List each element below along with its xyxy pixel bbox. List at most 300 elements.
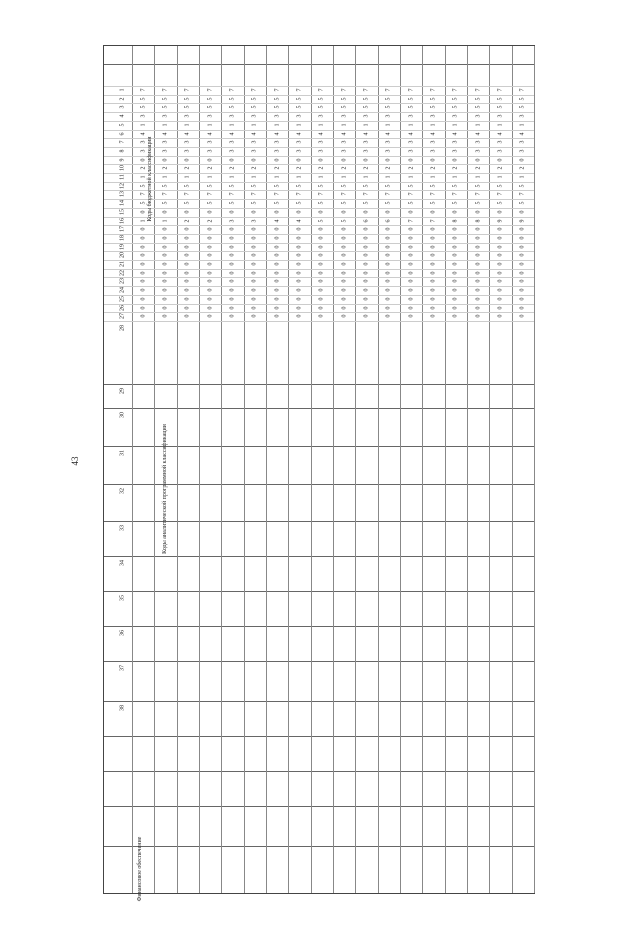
code-digit: 0 xyxy=(162,279,169,283)
code-digit: 1 xyxy=(408,175,415,179)
code-digit: 4 xyxy=(207,132,214,136)
code-digit: 1 xyxy=(363,175,370,179)
row-value xyxy=(222,561,242,591)
code-digit: 1 xyxy=(207,175,214,179)
code-digit: 3 xyxy=(274,114,281,118)
code-digit: 0 xyxy=(229,227,236,231)
column-number: 22 xyxy=(119,269,126,276)
code-digit: 3 xyxy=(184,149,191,153)
code-digit: 0 xyxy=(274,314,281,318)
code-digit: 3 xyxy=(296,140,303,144)
row-value xyxy=(423,561,443,591)
code-digit: 0 xyxy=(251,253,258,257)
column-number: 4 xyxy=(119,114,126,118)
code-digit: 7 xyxy=(318,192,325,196)
code-digit: 0 xyxy=(162,314,169,318)
row-value xyxy=(446,596,466,626)
code-digit: 0 xyxy=(274,306,281,310)
code-digit: 5 xyxy=(497,105,504,109)
code-digit: 1 xyxy=(497,175,504,179)
row-value xyxy=(200,413,220,443)
row-value xyxy=(200,561,220,591)
code-digit: 0 xyxy=(430,236,437,240)
code-digit: 0 xyxy=(207,279,214,283)
code-digit: 4 xyxy=(385,132,392,136)
column-number: 15 xyxy=(119,208,126,215)
grid-hline xyxy=(104,846,534,847)
code-digit: 5 xyxy=(274,105,281,109)
code-digit: 2 xyxy=(408,166,415,170)
code-digit: 2 xyxy=(452,166,459,170)
code-digit: 0 xyxy=(341,158,348,162)
code-digit: 5 xyxy=(229,184,236,188)
code-digit: 5 xyxy=(274,184,281,188)
code-digit: 5 xyxy=(341,97,348,101)
row-value xyxy=(178,596,198,626)
code-digit: 0 xyxy=(184,236,191,240)
column-number: 3 xyxy=(119,105,126,109)
code-digit: 3 xyxy=(519,140,526,144)
code-digit: 3 xyxy=(497,140,504,144)
row-value xyxy=(513,666,533,696)
row-value xyxy=(401,413,421,443)
code-digit: 0 xyxy=(207,236,214,240)
column-number: 12 xyxy=(119,182,126,189)
code-digit: 1 xyxy=(274,123,281,127)
row-description xyxy=(267,321,287,381)
code-digit: 0 xyxy=(475,288,482,292)
row-value xyxy=(401,526,421,556)
code-digit: 5 xyxy=(207,184,214,188)
row-value xyxy=(178,413,198,443)
code-digit: 0 xyxy=(162,227,169,231)
row-value xyxy=(513,413,533,443)
code-digit: 5 xyxy=(475,97,482,101)
row-value xyxy=(222,526,242,556)
code-digit: 5 xyxy=(430,97,437,101)
code-digit: 7 xyxy=(207,192,214,196)
row-description xyxy=(490,321,510,381)
row-value xyxy=(155,489,175,519)
code-digit: 7 xyxy=(363,88,370,92)
code-digit: 0 xyxy=(207,288,214,292)
code-digit: 3 xyxy=(452,140,459,144)
code-digit: 0 xyxy=(519,245,526,249)
code-digit: 0 xyxy=(363,288,370,292)
row-value xyxy=(245,596,265,626)
row-value xyxy=(133,526,153,556)
row-value xyxy=(379,451,399,481)
code-digit: 0 xyxy=(140,262,147,266)
code-digit: 1 xyxy=(341,123,348,127)
code-digit: 0 xyxy=(207,158,214,162)
code-digit: 3 xyxy=(519,114,526,118)
code-digit: 0 xyxy=(251,210,258,214)
code-digit: 0 xyxy=(452,227,459,231)
row-value xyxy=(133,451,153,481)
code-digit: 0 xyxy=(251,297,258,301)
code-digit: 5 xyxy=(207,105,214,109)
code-digit: 0 xyxy=(341,253,348,257)
code-digit: 0 xyxy=(251,245,258,249)
row-value xyxy=(446,451,466,481)
code-digit: 3 xyxy=(251,219,258,223)
code-digit: 0 xyxy=(519,297,526,301)
row-value xyxy=(490,561,510,591)
code-digit: 7 xyxy=(430,219,437,223)
code-digit: 3 xyxy=(497,149,504,153)
row-value xyxy=(468,526,488,556)
code-digit: 0 xyxy=(140,288,147,292)
code-digit: 0 xyxy=(296,306,303,310)
code-digit: 0 xyxy=(162,236,169,240)
code-digit: 2 xyxy=(274,166,281,170)
code-digit: 0 xyxy=(229,158,236,162)
grid-hline xyxy=(104,521,534,522)
grid-hline xyxy=(104,736,534,737)
row-unit xyxy=(401,385,421,405)
code-digit: 0 xyxy=(251,314,258,318)
code-digit: 0 xyxy=(363,271,370,275)
code-digit: 7 xyxy=(497,192,504,196)
code-digit: 0 xyxy=(408,271,415,275)
row-value xyxy=(289,413,309,443)
code-digit: 4 xyxy=(184,132,191,136)
code-digit: 5 xyxy=(497,184,504,188)
row-value xyxy=(468,631,488,661)
code-digit: 0 xyxy=(408,158,415,162)
code-digit: 0 xyxy=(251,306,258,310)
code-digit: 5 xyxy=(229,201,236,205)
code-digit: 0 xyxy=(363,279,370,283)
code-digit: 0 xyxy=(363,253,370,257)
code-digit: 5 xyxy=(184,184,191,188)
code-digit: 6 xyxy=(385,219,392,223)
row-value xyxy=(267,596,287,626)
row-description xyxy=(423,321,443,381)
code-digit: 3 xyxy=(184,140,191,144)
row-value xyxy=(312,489,332,519)
code-digit: 1 xyxy=(251,123,258,127)
code-digit: 0 xyxy=(430,279,437,283)
code-digit: 3 xyxy=(341,149,348,153)
row-value xyxy=(356,526,376,556)
row-value xyxy=(200,489,220,519)
row-value xyxy=(446,561,466,591)
row-value xyxy=(423,489,443,519)
row-value xyxy=(490,596,510,626)
code-digit: 1 xyxy=(162,175,169,179)
row-value xyxy=(468,596,488,626)
row-value xyxy=(379,561,399,591)
code-digit: 4 xyxy=(318,132,325,136)
code-digit: 0 xyxy=(385,271,392,275)
row-description xyxy=(245,321,265,381)
row-value xyxy=(401,666,421,696)
row-value xyxy=(401,596,421,626)
row-value xyxy=(423,413,443,443)
code-digit: 5 xyxy=(140,105,147,109)
code-digit: 0 xyxy=(430,306,437,310)
code-digit: 0 xyxy=(229,262,236,266)
code-digit: 0 xyxy=(341,314,348,318)
row-value xyxy=(490,451,510,481)
column-number: 29 xyxy=(119,388,126,394)
code-digit: 1 xyxy=(475,175,482,179)
code-digit: 3 xyxy=(207,114,214,118)
code-digit: 0 xyxy=(207,227,214,231)
code-digit: 0 xyxy=(140,314,147,318)
code-digit: 1 xyxy=(452,175,459,179)
code-digit: 7 xyxy=(475,192,482,196)
code-digit: 0 xyxy=(497,262,504,266)
code-digit: 0 xyxy=(318,158,325,162)
code-digit: 5 xyxy=(430,184,437,188)
code-digit: 4 xyxy=(274,219,281,223)
code-digit: 1 xyxy=(519,175,526,179)
column-number: 30 xyxy=(119,412,126,418)
code-digit: 0 xyxy=(408,236,415,240)
code-digit: 1 xyxy=(274,175,281,179)
code-digit: 5 xyxy=(274,97,281,101)
row-description xyxy=(222,321,242,381)
code-digit: 0 xyxy=(363,227,370,231)
code-digit: 0 xyxy=(318,262,325,266)
code-digit: 3 xyxy=(385,114,392,118)
code-digit: 2 xyxy=(519,166,526,170)
code-digit: 4 xyxy=(519,132,526,136)
code-digit: 4 xyxy=(475,132,482,136)
column-number: 6 xyxy=(119,132,126,136)
row-value xyxy=(446,526,466,556)
row-unit xyxy=(155,385,175,405)
code-digit: 0 xyxy=(296,245,303,249)
code-digit: 5 xyxy=(296,201,303,205)
code-digit: 0 xyxy=(162,271,169,275)
row-value xyxy=(356,631,376,661)
row-unit xyxy=(289,385,309,405)
row-value xyxy=(334,451,354,481)
code-digit: 3 xyxy=(430,114,437,118)
code-digit: 0 xyxy=(497,288,504,292)
code-digit: 3 xyxy=(363,114,370,118)
row-value xyxy=(133,489,153,519)
code-digit: 0 xyxy=(318,314,325,318)
code-digit: 2 xyxy=(162,166,169,170)
code-digit: 3 xyxy=(296,149,303,153)
code-digit: 3 xyxy=(363,149,370,153)
row-unit xyxy=(423,385,443,405)
column-number: 27 xyxy=(119,313,126,320)
row-value xyxy=(468,666,488,696)
column-number: 16 xyxy=(119,217,126,224)
code-digit: 5 xyxy=(519,105,526,109)
code-digit: 0 xyxy=(385,306,392,310)
code-digit: 0 xyxy=(341,262,348,266)
code-digit: 7 xyxy=(274,88,281,92)
code-digit: 7 xyxy=(251,88,258,92)
row-description xyxy=(356,321,376,381)
row-description xyxy=(178,321,198,381)
code-digit: 2 xyxy=(341,166,348,170)
code-digit: 5 xyxy=(318,97,325,101)
row-unit xyxy=(133,385,153,405)
code-digit: 0 xyxy=(184,297,191,301)
row-unit xyxy=(178,385,198,405)
row-value xyxy=(356,451,376,481)
code-digit: 7 xyxy=(430,192,437,196)
code-digit: 0 xyxy=(229,271,236,275)
code-digit: 0 xyxy=(475,236,482,240)
code-digit: 3 xyxy=(341,140,348,144)
row-value xyxy=(312,413,332,443)
code-digit: 0 xyxy=(318,297,325,301)
code-digit: 0 xyxy=(162,158,169,162)
code-digit: 3 xyxy=(408,114,415,118)
code-digit: 2 xyxy=(207,219,214,223)
code-digit: 0 xyxy=(274,158,281,162)
code-digit: 0 xyxy=(162,306,169,310)
code-digit: 7 xyxy=(251,192,258,196)
code-digit: 0 xyxy=(140,236,147,240)
code-digit: 0 xyxy=(229,306,236,310)
code-digit: 0 xyxy=(229,210,236,214)
row-value xyxy=(468,413,488,443)
row-value xyxy=(289,489,309,519)
code-digit: 0 xyxy=(497,279,504,283)
code-digit: 0 xyxy=(385,288,392,292)
code-digit: 0 xyxy=(408,210,415,214)
code-digit: 7 xyxy=(140,88,147,92)
code-digit: 0 xyxy=(475,279,482,283)
code-digit: 0 xyxy=(497,158,504,162)
code-digit: 5 xyxy=(475,184,482,188)
column-number: 25 xyxy=(119,295,126,302)
code-digit: 1 xyxy=(251,175,258,179)
code-digit: 3 xyxy=(363,140,370,144)
code-digit: 5 xyxy=(140,184,147,188)
code-digit: 5 xyxy=(207,201,214,205)
row-description xyxy=(513,321,533,381)
code-digit: 0 xyxy=(430,245,437,249)
grid-hline xyxy=(104,446,534,447)
grid-hline xyxy=(104,408,534,409)
code-digit: 0 xyxy=(296,236,303,240)
code-digit: 5 xyxy=(385,105,392,109)
code-digit: 5 xyxy=(385,97,392,101)
code-digit: 2 xyxy=(207,166,214,170)
row-value xyxy=(490,413,510,443)
code-digit: 1 xyxy=(475,123,482,127)
code-digit: 2 xyxy=(430,166,437,170)
row-value xyxy=(200,631,220,661)
code-digit: 0 xyxy=(274,288,281,292)
row-value xyxy=(446,489,466,519)
code-digit: 7 xyxy=(296,88,303,92)
code-digit: 2 xyxy=(184,219,191,223)
code-digit: 0 xyxy=(296,210,303,214)
row-value xyxy=(356,666,376,696)
code-digit: 3 xyxy=(318,114,325,118)
code-digit: 0 xyxy=(385,245,392,249)
row-value xyxy=(312,561,332,591)
code-digit: 0 xyxy=(408,245,415,249)
row-value xyxy=(155,596,175,626)
code-digit: 0 xyxy=(452,253,459,257)
column-number: 20 xyxy=(119,252,126,259)
code-digit: 0 xyxy=(497,253,504,257)
row-value xyxy=(133,561,153,591)
code-digit: 4 xyxy=(296,219,303,223)
row-value xyxy=(334,561,354,591)
code-digit: 2 xyxy=(140,166,147,170)
code-digit: 0 xyxy=(519,288,526,292)
row-value xyxy=(267,489,287,519)
row-value xyxy=(379,489,399,519)
code-digit: 6 xyxy=(363,219,370,223)
code-digit: 0 xyxy=(452,236,459,240)
code-digit: 2 xyxy=(385,166,392,170)
code-digit: 1 xyxy=(162,123,169,127)
row-value xyxy=(289,596,309,626)
code-digit: 0 xyxy=(408,253,415,257)
code-digit: 5 xyxy=(318,219,325,223)
code-digit: 0 xyxy=(430,271,437,275)
row-value xyxy=(379,526,399,556)
code-digit: 5 xyxy=(274,201,281,205)
code-digit: 7 xyxy=(452,88,459,92)
row-value xyxy=(401,631,421,661)
row-value xyxy=(200,451,220,481)
code-digit: 0 xyxy=(251,236,258,240)
column-number: 34 xyxy=(119,560,126,566)
code-digit: 5 xyxy=(251,184,258,188)
column-number: 8 xyxy=(119,149,126,153)
header-program-classification: Коды аналитической программной классификации xyxy=(162,424,168,554)
code-digit: 1 xyxy=(296,175,303,179)
code-digit: 0 xyxy=(274,236,281,240)
code-digit: 7 xyxy=(519,192,526,196)
row-value xyxy=(155,413,175,443)
code-digit: 0 xyxy=(341,245,348,249)
code-digit: 0 xyxy=(452,279,459,283)
row-value xyxy=(155,526,175,556)
code-digit: 0 xyxy=(140,297,147,301)
row-value xyxy=(245,413,265,443)
code-digit: 5 xyxy=(140,201,147,205)
code-digit: 0 xyxy=(229,253,236,257)
code-digit: 3 xyxy=(430,149,437,153)
code-digit: 2 xyxy=(318,166,325,170)
code-digit: 5 xyxy=(363,184,370,188)
code-digit: 3 xyxy=(452,149,459,153)
column-number: 33 xyxy=(119,525,126,531)
code-digit: 0 xyxy=(385,227,392,231)
code-digit: 0 xyxy=(408,306,415,310)
code-digit: 0 xyxy=(318,271,325,275)
program-table xyxy=(103,45,535,902)
code-digit: 0 xyxy=(207,314,214,318)
code-digit: 0 xyxy=(430,288,437,292)
row-value xyxy=(423,451,443,481)
row-value xyxy=(245,666,265,696)
row-description xyxy=(468,321,488,381)
code-digit: 0 xyxy=(363,262,370,266)
code-digit: 0 xyxy=(363,306,370,310)
code-digit: 5 xyxy=(341,201,348,205)
code-digit: 5 xyxy=(318,184,325,188)
row-value xyxy=(245,489,265,519)
